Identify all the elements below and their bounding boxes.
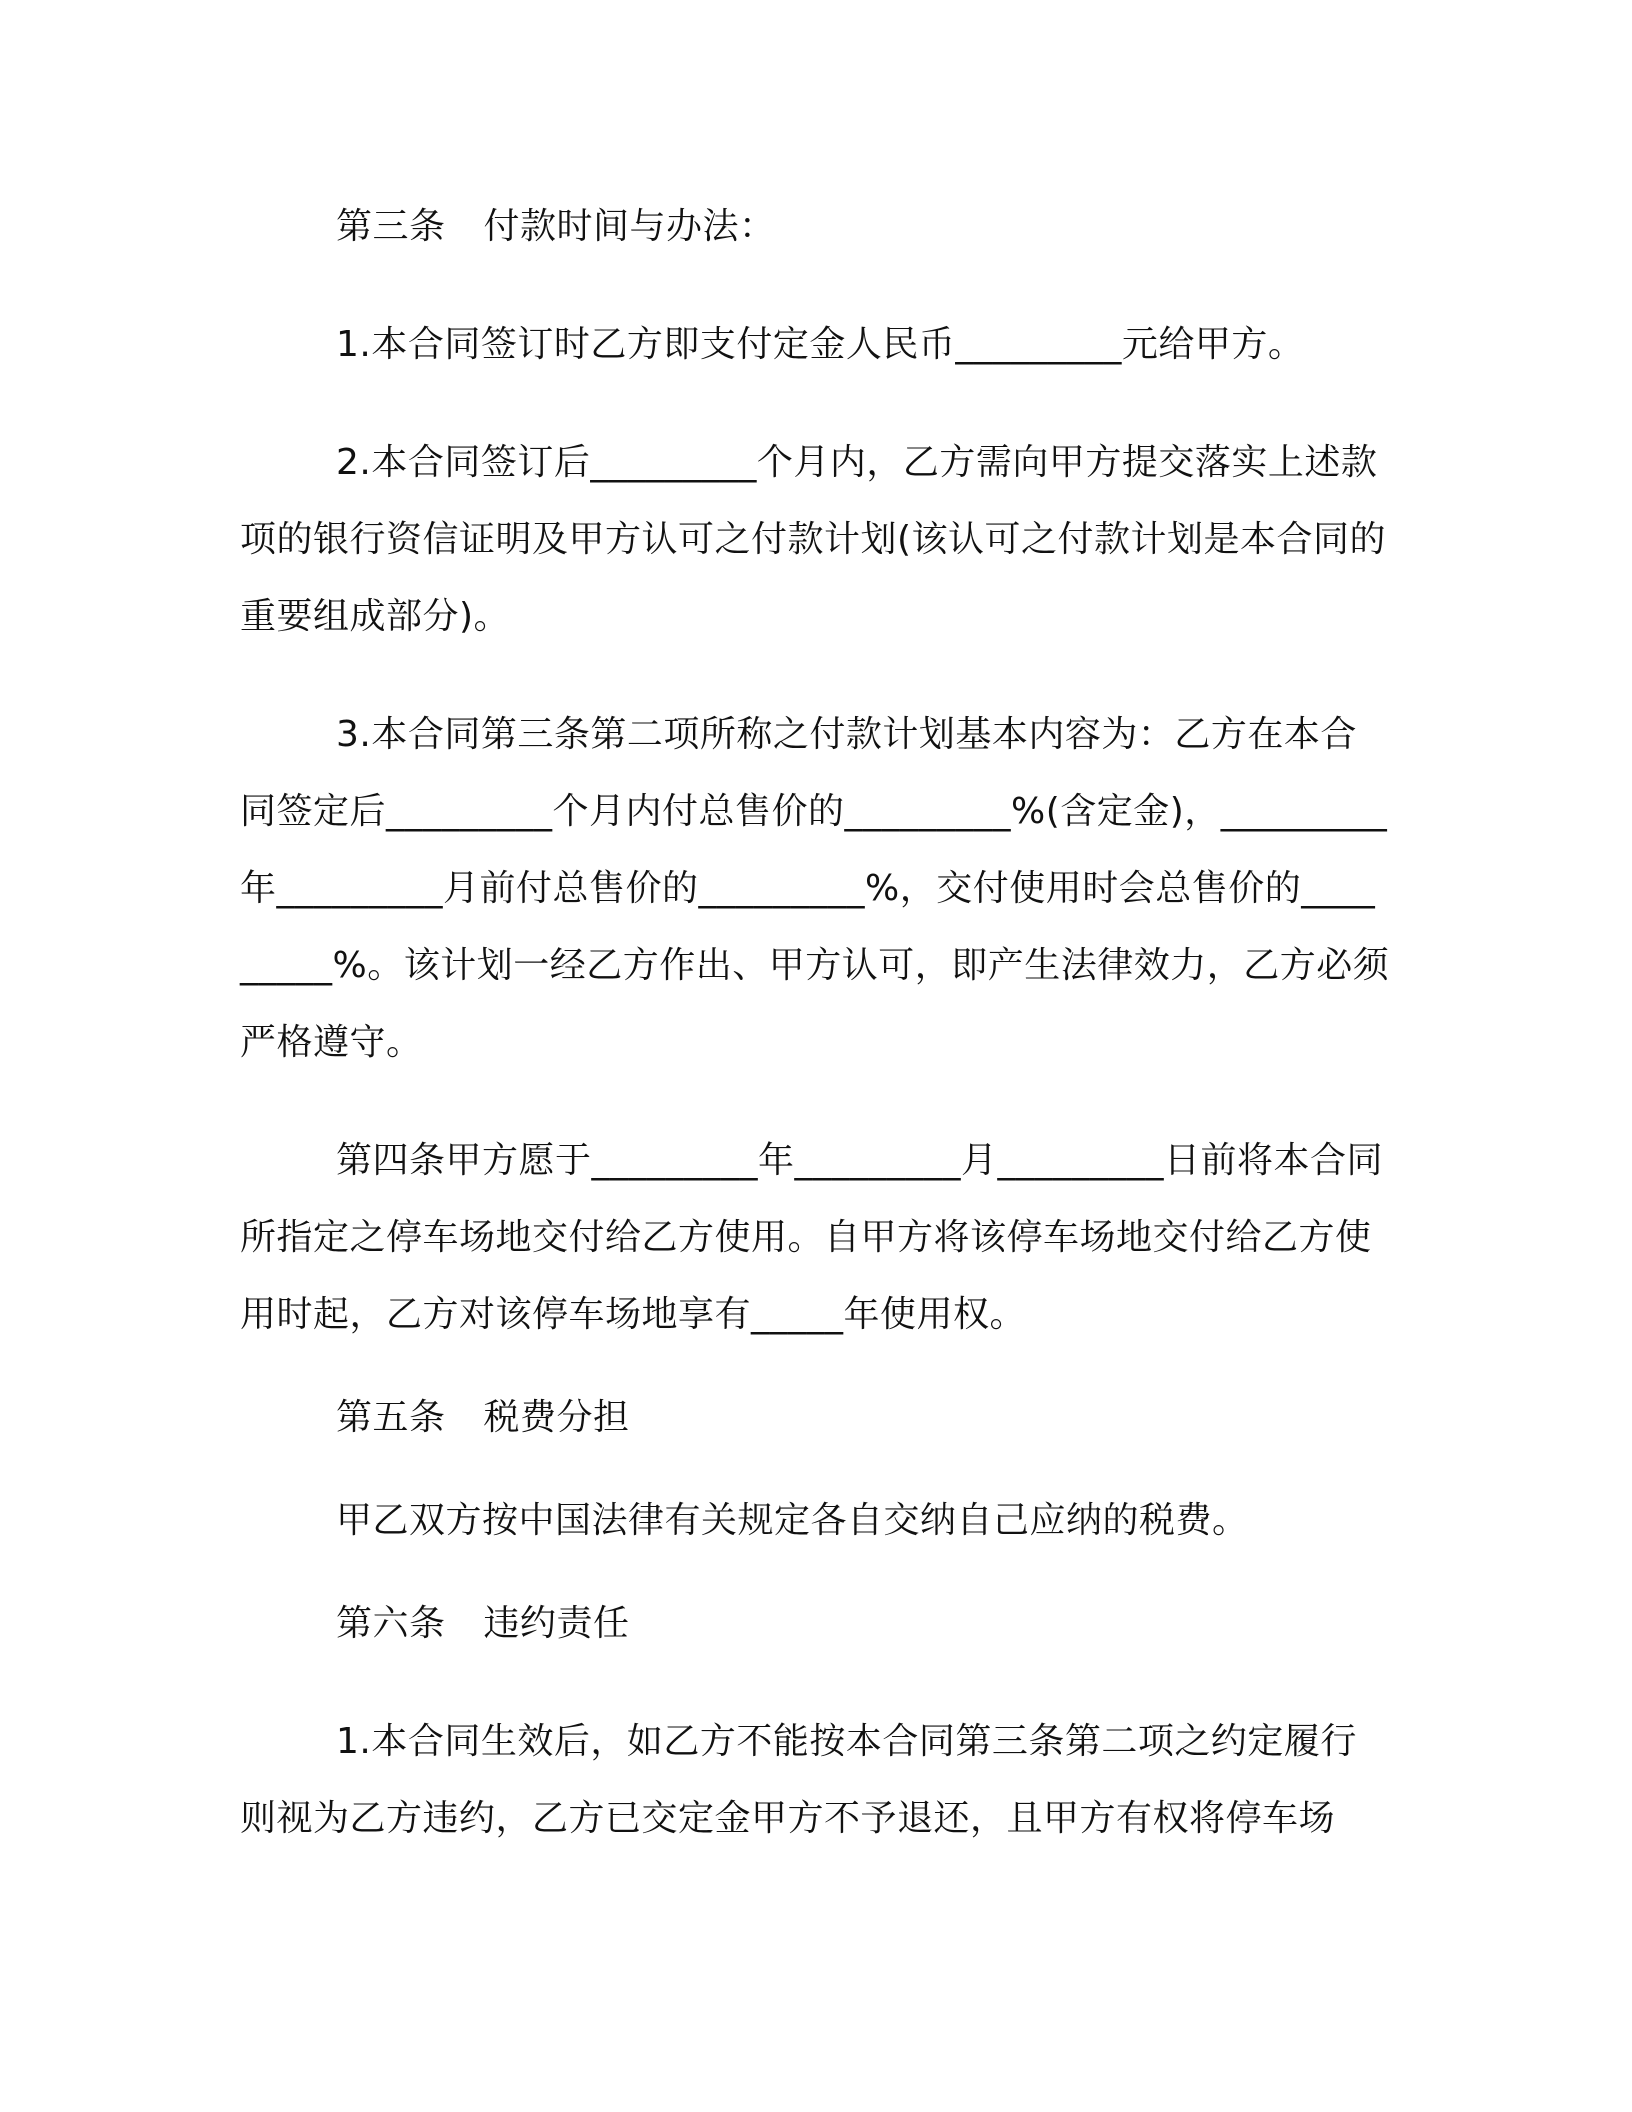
article-6-item-1: 1.本合同生效后，如乙方不能按本合同第三条第二项之约定履行则视为乙方违约，乙方已交定金甲方不予退还，且甲方有权将停车场 bbox=[240, 1721, 1357, 1839]
article-6-number: 第六条 bbox=[336, 1603, 446, 1644]
article-3-heading bbox=[240, 188, 1390, 265]
article-3-item-3: 3.本合同第三条第二项所称之付款计划基本内容为：乙方在本合同签定后_________个月内付总售价的_________%(含定金)，_________年_________月前付总售价的_________%，交付使用时会总售价的_________%。该计划一经乙方作出、甲方认可，即产生法律效力，乙方必须严格遵守。 bbox=[240, 714, 1390, 1063]
article-4-text: 甲方愿于_________年_________月_________日前将本合同所指定之停车场地交付给乙方使用。自甲方将该停车场地交付给乙方使用时起，乙方对该停车场地享有_____年使用权。 bbox=[240, 1140, 1384, 1335]
contract-body bbox=[240, 188, 1390, 1857]
article-4-number: 第四条 bbox=[336, 1140, 446, 1181]
article-6-title: 违约责任 bbox=[483, 1603, 630, 1644]
article-5-number: 第五条 bbox=[336, 1397, 446, 1438]
article-3-item-1: 1.本合同签订时乙方即支付定金人民币_________元给甲方。 bbox=[336, 324, 1305, 365]
article-5-heading bbox=[240, 1379, 1390, 1456]
article-5-text: 甲乙双方按中国法律有关规定各自交纳自己应纳的税费。 bbox=[336, 1500, 1249, 1541]
article-5-title: 税费分担 bbox=[483, 1397, 630, 1438]
article-3-title: 付款时间与办法： bbox=[483, 206, 776, 247]
article-6-heading bbox=[240, 1585, 1390, 1662]
article-4 bbox=[240, 1122, 1390, 1353]
article-3-number: 第三条 bbox=[336, 206, 446, 247]
article-3-item-2: 2.本合同签订后_________个月内，乙方需向甲方提交落实上述款项的银行资信证明及甲方认可之付款计划(该认可之付款计划是本合同的重要组成部分)。 bbox=[240, 442, 1387, 637]
